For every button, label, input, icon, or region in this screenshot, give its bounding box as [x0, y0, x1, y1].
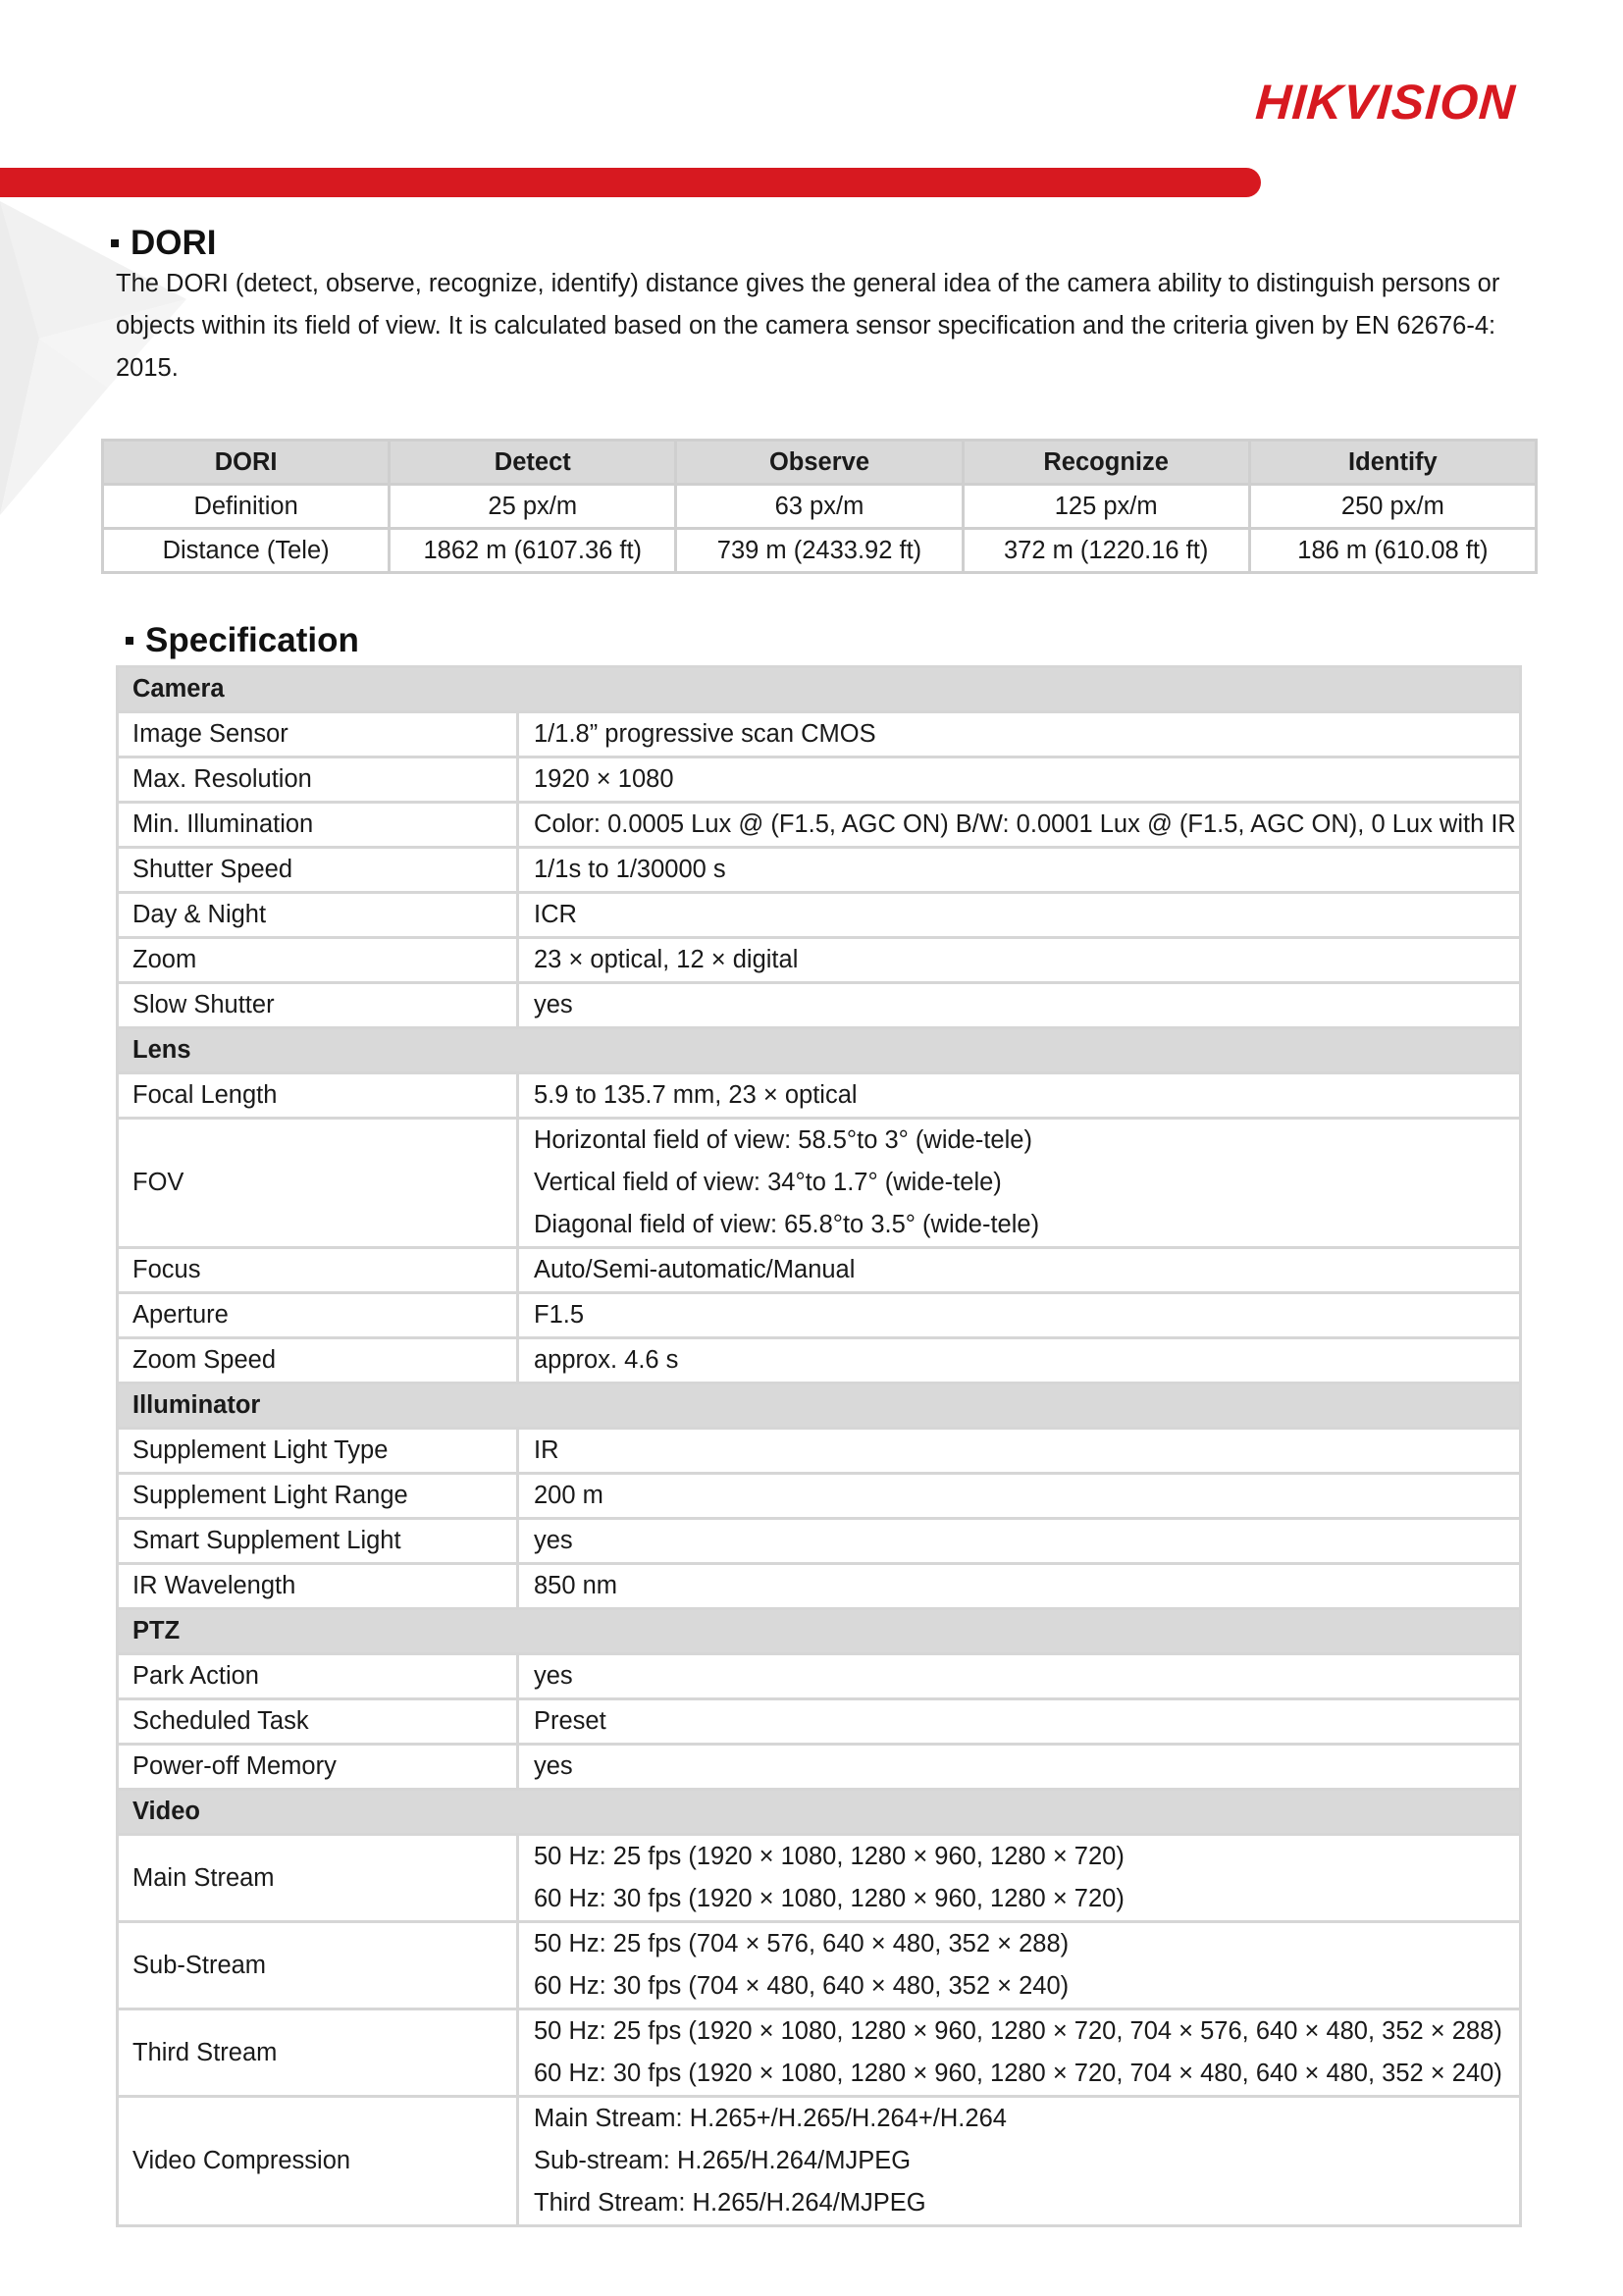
spec-value-line: 1/1s to 1/30000 s: [534, 856, 726, 883]
spec-value-line: 50 Hz: 25 fps (1920 × 1080, 1280 × 960, 1280 × 720, 704 × 576, 640 × 480, 352 × 288): [534, 2017, 1502, 2045]
spec-group-header: [118, 667, 1521, 712]
spec-value-line: Main Stream: H.265+/H.265/H.264+/H.264: [534, 2105, 1007, 2132]
dori-cell: 372 m (1220.16 ft): [963, 529, 1249, 573]
dori-intro-paragraph: The DORI (detect, observe, recognize, identify) distance gives the general idea of the camera ability to distinguish persons or objects within its field of view. It is calculated based on the camera sensor specification and the criteria given by EN 62676-4: 2015.: [116, 270, 1500, 382]
spec-value-line: 1/1.8” progressive scan CMOS: [534, 720, 876, 748]
spec-label: FOV: [118, 1119, 518, 1248]
spec-label: Main Stream: [118, 1835, 518, 1922]
spec-value: [518, 983, 1521, 1028]
spec-row: [118, 938, 1521, 983]
spec-value: [518, 803, 1521, 848]
dori-section-title: [111, 224, 217, 263]
spec-group-header: [118, 1790, 1521, 1835]
spec-label: Scheduled Task: [118, 1699, 518, 1745]
spec-value-line: Third Stream: H.265/H.264/MJPEG: [534, 2189, 926, 2217]
spec-value-line: Diagonal field of view: 65.8°to 3.5° (wide-tele): [534, 1211, 1040, 1238]
spec-row: [118, 1474, 1521, 1519]
dori-cell: 739 m (2433.92 ft): [676, 529, 963, 573]
spec-value-line: yes: [534, 1752, 573, 1780]
dori-table: [101, 439, 1538, 574]
spec-value-line: yes: [534, 1662, 573, 1690]
spec-label: Park Action: [118, 1654, 518, 1699]
dori-cell: Definition: [103, 485, 390, 529]
dori-cell: 250 px/m: [1249, 485, 1536, 529]
spec-value-line: 60 Hz: 30 fps (1920 × 1080, 1280 × 960, 1280 × 720, 704 × 480, 640 × 480, 352 × 240): [534, 2060, 1502, 2087]
spec-value-line: yes: [534, 1527, 573, 1554]
dori-header-cell: DORI: [103, 441, 390, 485]
spec-label: Zoom Speed: [118, 1338, 518, 1383]
spec-value: [518, 938, 1521, 983]
spec-row: [118, 1922, 1521, 2009]
spec-value-line: Horizontal field of view: 58.5°to 3° (wide-tele): [534, 1126, 1032, 1154]
spec-row: [118, 1654, 1521, 1699]
spec-value-line: 60 Hz: 30 fps (1920 × 1080, 1280 × 960, 1280 × 720): [534, 1885, 1125, 1912]
dori-header-cell: Identify: [1249, 441, 1536, 485]
spec-value-line: F1.5: [534, 1301, 585, 1329]
spec-value: [518, 1922, 1521, 2009]
spec-value: [518, 848, 1521, 893]
spec-value-line: Preset: [534, 1707, 606, 1735]
spec-label: Supplement Light Type: [118, 1429, 518, 1474]
spec-value: [518, 2009, 1521, 2097]
spec-row: [118, 1429, 1521, 1474]
spec-row: [118, 1564, 1521, 1609]
spec-value: [518, 1474, 1521, 1519]
spec-value-line: 850 nm: [534, 1572, 618, 1599]
spec-row: [118, 803, 1521, 848]
spec-group-title: Illuminator: [118, 1383, 1521, 1429]
hikvision-logo: HIKVISION: [1253, 75, 1518, 130]
dori-cell: 125 px/m: [963, 485, 1249, 529]
dori-title-text: DORI: [131, 224, 217, 262]
spec-group-header: [118, 1609, 1521, 1654]
dori-row-definition: [103, 485, 1537, 529]
spec-label: Slow Shutter: [118, 983, 518, 1028]
spec-row: [118, 1119, 1521, 1248]
spec-label: Shutter Speed: [118, 848, 518, 893]
spec-row: [118, 712, 1521, 757]
spec-label: IR Wavelength: [118, 1564, 518, 1609]
dori-header-cell: Detect: [390, 441, 676, 485]
spec-value-line: Sub-stream: H.265/H.264/MJPEG: [534, 2147, 912, 2174]
spec-label: Image Sensor: [118, 712, 518, 757]
spec-value: [518, 893, 1521, 938]
spec-value: [518, 1519, 1521, 1564]
spec-group-title: Lens: [118, 1028, 1521, 1073]
spec-label: Power-off Memory: [118, 1745, 518, 1790]
spec-value-line: Vertical field of view: 34°to 1.7° (wide-tele): [534, 1169, 1002, 1196]
spec-row: [118, 1699, 1521, 1745]
spec-row: [118, 1745, 1521, 1790]
spec-value: [518, 1248, 1521, 1293]
spec-value-line: Auto/Semi-automatic/Manual: [534, 1256, 856, 1283]
spec-row: [118, 2097, 1521, 2226]
spec-group-header: [118, 1383, 1521, 1429]
spec-row: [118, 757, 1521, 803]
spec-label: Min. Illumination: [118, 803, 518, 848]
spec-label: Smart Supplement Light: [118, 1519, 518, 1564]
spec-value-line: 60 Hz: 30 fps (704 × 480, 640 × 480, 352 × 240): [534, 1972, 1070, 2000]
dori-cell: 1862 m (6107.36 ft): [390, 529, 676, 573]
spec-value-line: Color: 0.0005 Lux @ (F1.5, AGC ON) B/W: 0.0001 Lux @ (F1.5, AGC ON), 0 Lux with IR: [534, 810, 1516, 838]
spec-value-line: 23 × optical, 12 × digital: [534, 946, 799, 973]
spec-value: [518, 1564, 1521, 1609]
spec-value: [518, 712, 1521, 757]
bullet-icon: [111, 239, 119, 247]
spec-value: [518, 1119, 1521, 1248]
spec-label: Video Compression: [118, 2097, 518, 2226]
spec-group-title: Camera: [118, 667, 1521, 712]
spec-row: [118, 1248, 1521, 1293]
spec-row: [118, 1338, 1521, 1383]
spec-group-title: Video: [118, 1790, 1521, 1835]
spec-value-line: 5.9 to 135.7 mm, 23 × optical: [534, 1081, 858, 1109]
spec-label: Day & Night: [118, 893, 518, 938]
dori-cell: 186 m (610.08 ft): [1249, 529, 1536, 573]
dori-header-cell: Recognize: [963, 441, 1249, 485]
spec-row: [118, 1293, 1521, 1338]
dori-cell: Distance (Tele): [103, 529, 390, 573]
spec-label: Zoom: [118, 938, 518, 983]
spec-value: [518, 1338, 1521, 1383]
dori-row-distance: [103, 529, 1537, 573]
bullet-icon: [126, 637, 133, 645]
spec-value-line: 1920 × 1080: [534, 765, 674, 793]
spec-title-text: Specification: [145, 621, 359, 659]
dori-cell: 25 px/m: [390, 485, 676, 529]
spec-label: Supplement Light Range: [118, 1474, 518, 1519]
specification-table: [116, 665, 1522, 2227]
spec-section-title: [126, 621, 359, 660]
spec-value: [518, 1293, 1521, 1338]
spec-row: [118, 848, 1521, 893]
spec-row: [118, 1519, 1521, 1564]
spec-value-line: 50 Hz: 25 fps (1920 × 1080, 1280 × 960, 1280 × 720): [534, 1843, 1125, 1870]
spec-group-title: PTZ: [118, 1609, 1521, 1654]
spec-label: Focal Length: [118, 1073, 518, 1119]
spec-value-line: 50 Hz: 25 fps (704 × 576, 640 × 480, 352 × 288): [534, 1930, 1070, 1957]
spec-value: [518, 1699, 1521, 1745]
spec-value-line: 200 m: [534, 1482, 603, 1509]
spec-label: Max. Resolution: [118, 757, 518, 803]
spec-value: [518, 1429, 1521, 1474]
spec-value-line: approx. 4.6 s: [534, 1346, 679, 1374]
spec-value-line: yes: [534, 991, 573, 1018]
spec-value: [518, 1835, 1521, 1922]
spec-value-line: IR: [534, 1436, 559, 1464]
spec-label: Aperture: [118, 1293, 518, 1338]
spec-value: [518, 2097, 1521, 2226]
spec-row: [118, 1835, 1521, 1922]
spec-label: Third Stream: [118, 2009, 518, 2097]
spec-value: [518, 1654, 1521, 1699]
spec-label: Sub-Stream: [118, 1922, 518, 2009]
dori-header-row: [103, 441, 1537, 485]
spec-value: [518, 1745, 1521, 1790]
spec-value-line: ICR: [534, 901, 577, 928]
spec-label: Focus: [118, 1248, 518, 1293]
spec-row: [118, 2009, 1521, 2097]
spec-row: [118, 893, 1521, 938]
spec-row: [118, 983, 1521, 1028]
spec-row: [118, 1073, 1521, 1119]
spec-value: [518, 1073, 1521, 1119]
dori-cell: 63 px/m: [676, 485, 963, 529]
dori-header-cell: Observe: [676, 441, 963, 485]
spec-value: [518, 757, 1521, 803]
spec-group-header: [118, 1028, 1521, 1073]
